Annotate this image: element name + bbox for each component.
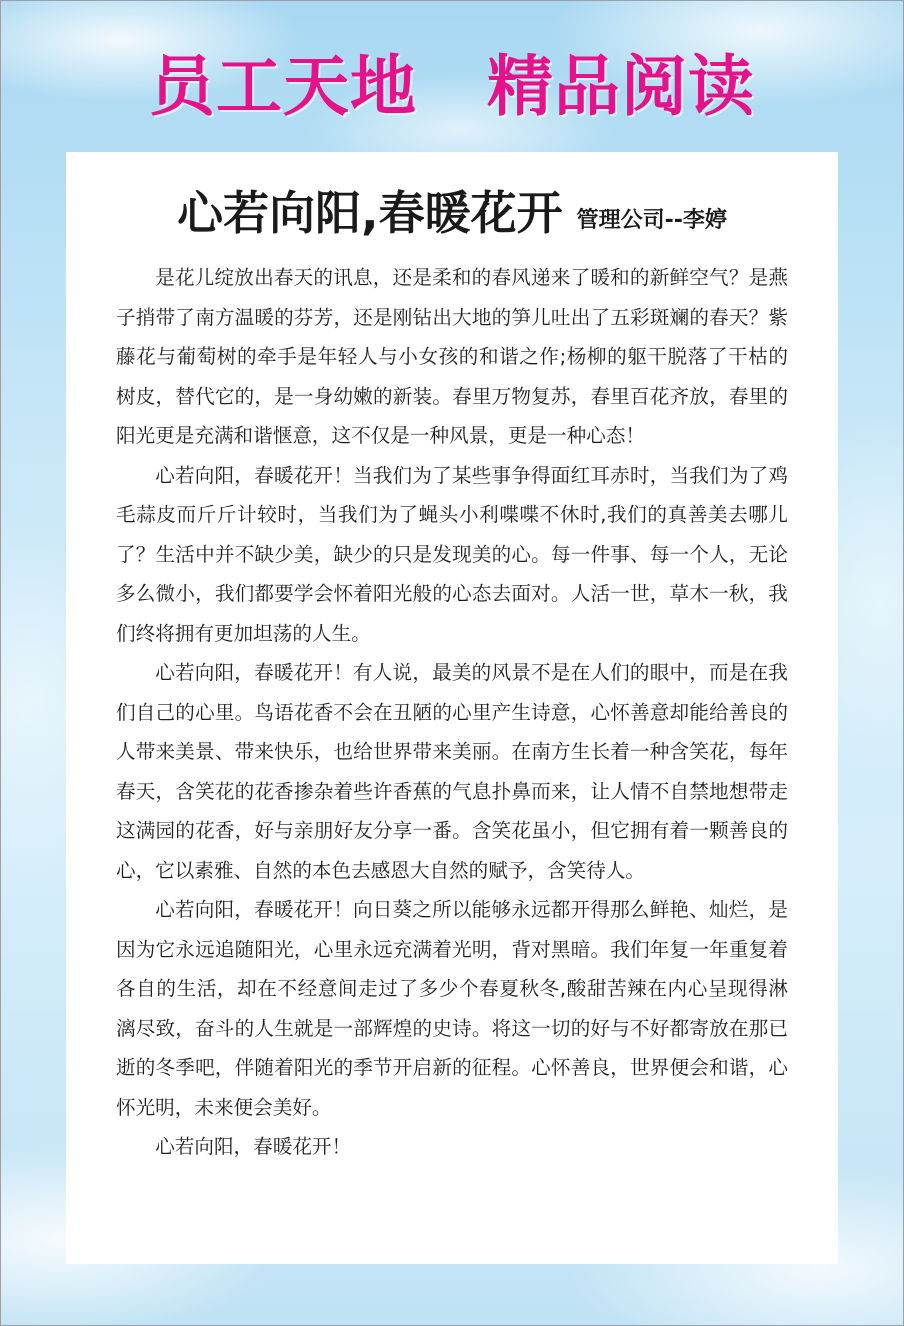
article-author: 管理公司--李婷 <box>576 208 727 233</box>
article-paragraph: 心若向阳，春暖花开！有人说，最美的风景不是在人们的眼中，而是在我们自己的心里。鸟语花香不会在丑陋的心里产生诗意，心怀善意却能给善良的人带来美景、带来快乐，也给世界带来美丽。在南方生长着一种含笑花，每年春天，含笑花的花香掺杂着些许香蕉的气息扑鼻而来，让人情不自禁地想带走这满园的花香，好与亲朋好友分享一番。含笑花虽小，但它拥有着一颗善良的心，它以素雅、自然的本色去感恩大自然的赋予，含笑待人。 <box>116 661 788 882</box>
banner <box>0 42 904 132</box>
article-paragraph: 是花儿绽放出春天的讯息，还是柔和的春风递来了暖和的新鲜空气？是燕子捎带了南方温暖的芬芳，还是刚钻出大地的笋儿吐出了五彩斑斓的春天？紫藤花与葡萄树的牵手是年轻人与小女孩的和谐之作;杨柳的躯干脱落了干枯的树皮，替代它的，是一身幼嫩的新装。春里万物复苏，春里百花齐放，春里的阳光更是充满和谐惬意，这不仅是一种风景，更是一种心态！ <box>116 266 788 447</box>
article-body <box>116 258 788 1167</box>
banner-title-staff-corner: 员工天地 <box>149 48 417 125</box>
article-paragraph: 心若向阳，春暖花开！向日葵之所以能够永远都开得那么鲜艳、灿烂，是因为它永远追随阳光，心里永远充满着光明，背对黑暗。我们年复一年重复着各自的生活，却在不经意间走过了多少个春夏秋冬,酸甜苦辣在内心呈现得淋漓尽致，奋斗的人生就是一部辉煌的史诗。将这一切的好与不好都寄放在那已逝的冬季吧，伴随着阳光的季节开启新的征程。心怀善良，世界便会和谐，心怀光明，未来便会美好。 <box>116 898 788 1119</box>
article-paragraph: 心若向阳，春暖花开！当我们为了某些事争得面红耳赤时，当我们为了鸡毛蒜皮而斤斤计较时，当我们为了蝇头小利喋喋不休时,我们的真善美去哪儿了？生活中并不缺少美，缺少的只是发现美的心。每一件事、每一个人，无论多么微小，我们都要学会怀着阳光般的心态去面对。人活一世，草木一秋，我们终将拥有更加坦荡的人生。 <box>116 463 788 645</box>
banner-title-selected-reading: 精品阅读 <box>487 48 755 125</box>
article-paragraph: 心若向阳，春暖花开！ <box>155 1135 352 1158</box>
article-header <box>66 176 838 240</box>
article-title: 心若向阳,春暖花开 <box>177 186 563 240</box>
